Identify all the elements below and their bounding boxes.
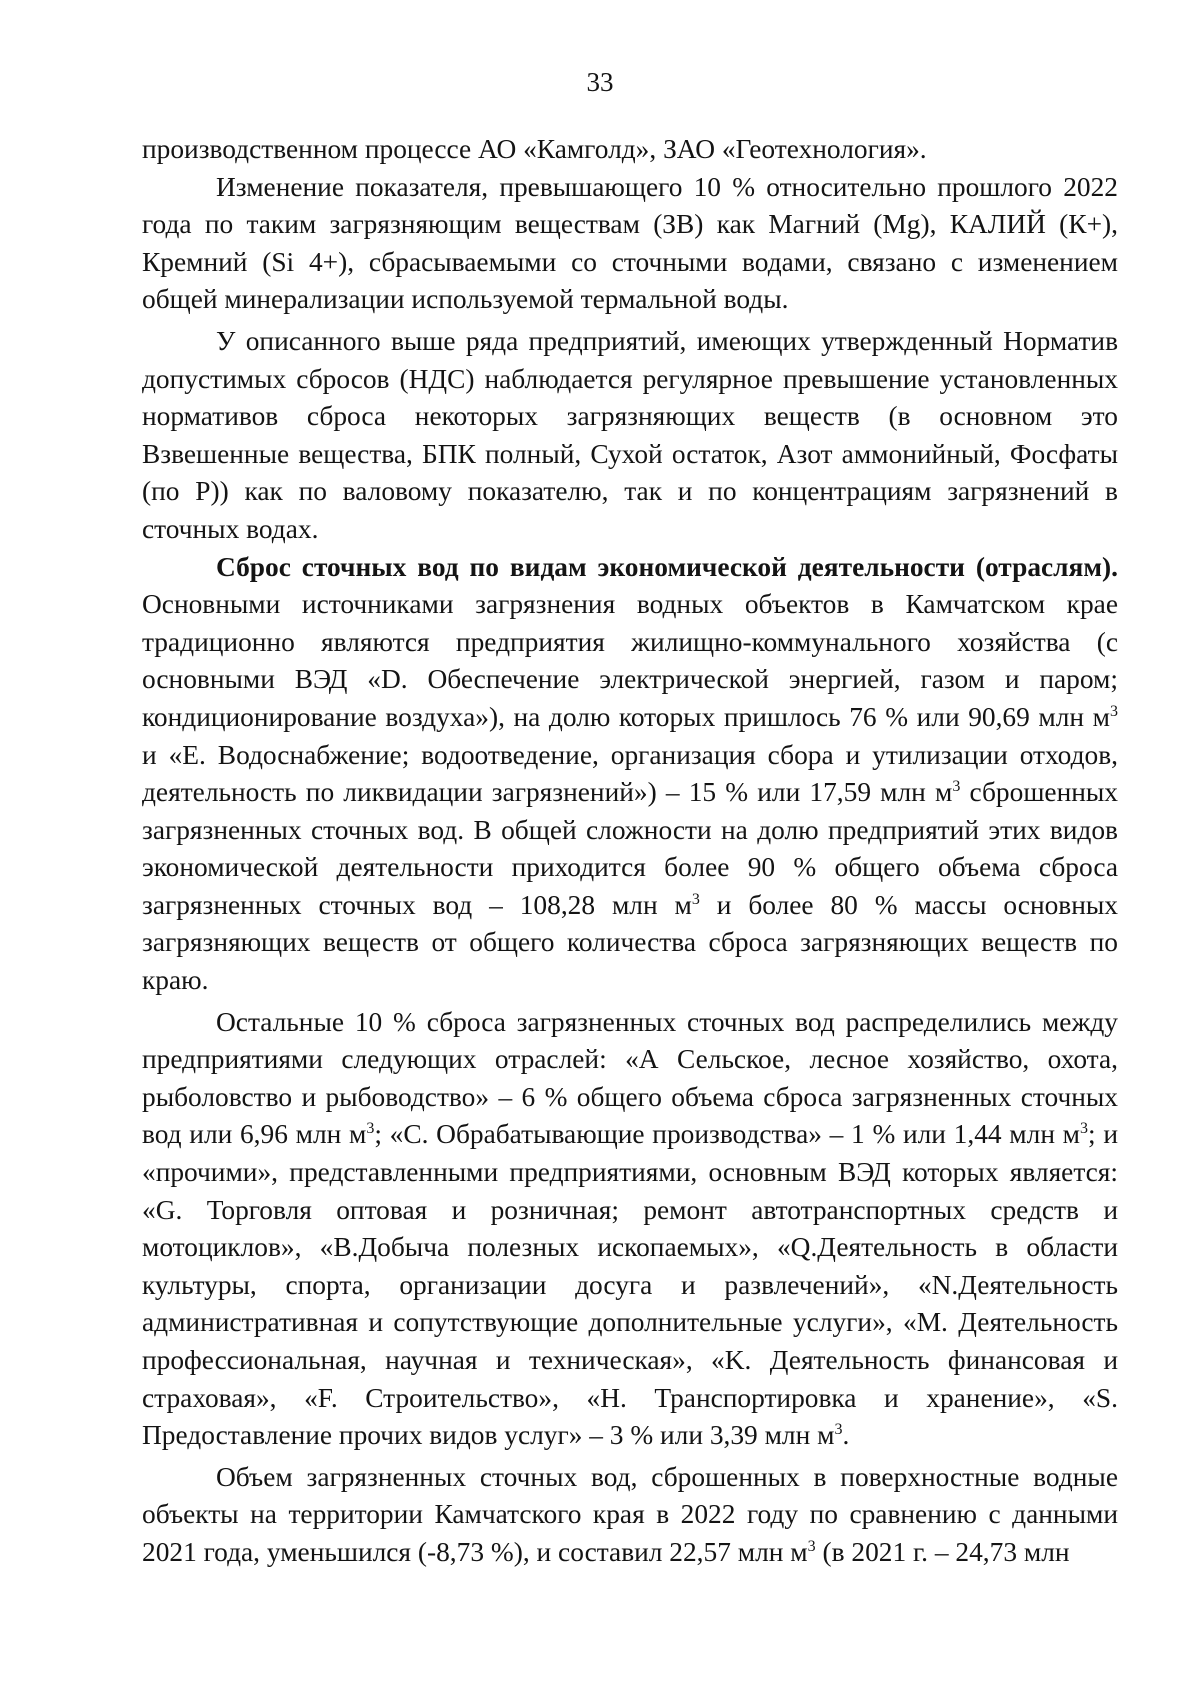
- superscript: 3: [1080, 1120, 1089, 1138]
- paragraph-indicator-change: Изменение показателя, превышающего 10 % относительно прошлого 2022 года по таким загрязняющим веществам (ЗВ) как Магний (Mg), КАЛИЙ (К+), Кремний (Si 4+), сбрасываемыми со сточными водами, связано с изменением общей минерализации используемой термальной воды.: [142, 171, 1118, 315]
- text-span: Остальные 10 % сброса загрязненных сточных вод распределились между предприятиями следующих отраслей: «А Сельское, лесное хозяйство, охота, рыболовство и рыбоводство» – 6 % общего объема сброса загрязненных сточных вод или 6,96 млн м: [142, 1006, 1118, 1150]
- text-span: Объем загрязненных сточных вод, сброшенных в поверхностные водные объекты на территории Камчатского края в 2022 году по сравнению с данными 2021 года, уменьшился (-8,73 %), и составил 22,57 млн м: [142, 1461, 1118, 1567]
- paragraph-continuation: производственном процессе АО «Камголд», ЗАО «Геотехнология».: [142, 134, 927, 164]
- text-span: (в 2021 г. – 24,73 млн: [815, 1536, 1070, 1567]
- superscript: 3: [691, 890, 700, 908]
- text-span: .: [842, 1420, 850, 1451]
- paragraph-other-sectors: [142, 1004, 1118, 1455]
- text-span: ; и «прочими», представленными предприятиями, основным ВЭД которых является: «G. Торговля оптовая и розничная; ремонт автотранспортных средств и мотоциклов», «B.Добыча полезных ископаемых», «Q.Деятельность в области культуры, спорта, организации досуга и развлечений», «N.Деятельность административная и сопутствующие дополнительные услуги», «M. Деятельность профессиональная, научная и техническая», «K. Деятельность финансовая и страховая», «F. Строительство», «H. Транспортировка и хранение», «S. Предоставление прочих видов услуг» – 3 % или 3,39 млн м: [142, 1119, 1118, 1451]
- text-span: и «Е. Водоснабжение; водоотведение, организация сбора и утилизации отходов, деятельность по ликвидации загрязнений») – 15 % или 17,59 млн м: [142, 739, 1118, 808]
- paragraph-nds-exceedance: У описанного выше ряда предприятий, имеющих утвержденный Норматив допустимых сбросов (НДС) наблюдается регулярное превышение установленных нормативов сброса некоторых загрязняющих веществ (в основном это Взвешенные вещества, БПК полный, Сухой остаток, Азот аммонийный, Фосфаты (по Р)) как по валовому показателю, так и по концентрациям загрязнений в сточных водах.: [142, 325, 1118, 544]
- paragraph-surface-water-volume: [142, 1459, 1118, 1572]
- section-heading: Сброс сточных вод по видам экономической деятельности (отраслям).: [216, 551, 1118, 582]
- superscript: 3: [366, 1120, 375, 1138]
- document-body: [142, 131, 1118, 1572]
- superscript: 3: [834, 1421, 843, 1439]
- superscript: 3: [1110, 702, 1118, 720]
- text-span: Основными источниками загрязнения водных объектов в Камчатском крае традиционно являются предприятия жилищно-коммунального хозяйства (с основными ВЭД «D. Обеспечение электрической энергией, газом и паром; кондиционирование воздуха»), на долю которых пришлось 76 % или 90,69 млн м: [142, 589, 1118, 732]
- superscript: 3: [952, 778, 961, 796]
- paragraph-discharge-by-sector: [142, 549, 1118, 1000]
- text-span: сброшенных загрязненных сточных вод. В общей сложности на долю предприятий этих видов экономической деятельности приходится более 90 % общего объема сброса загрязненных сточных вод – 108,28 млн м: [142, 777, 1118, 920]
- superscript: 3: [807, 1537, 816, 1555]
- text-span: ; «С. Обрабатывающие производства» – 1 % или 1,44 млн м: [374, 1119, 1081, 1150]
- page-number: 33: [586, 67, 614, 97]
- text-span: и более 80 % массы основных загрязняющих веществ от общего количества сброса загрязняющих веществ по краю.: [142, 889, 1118, 996]
